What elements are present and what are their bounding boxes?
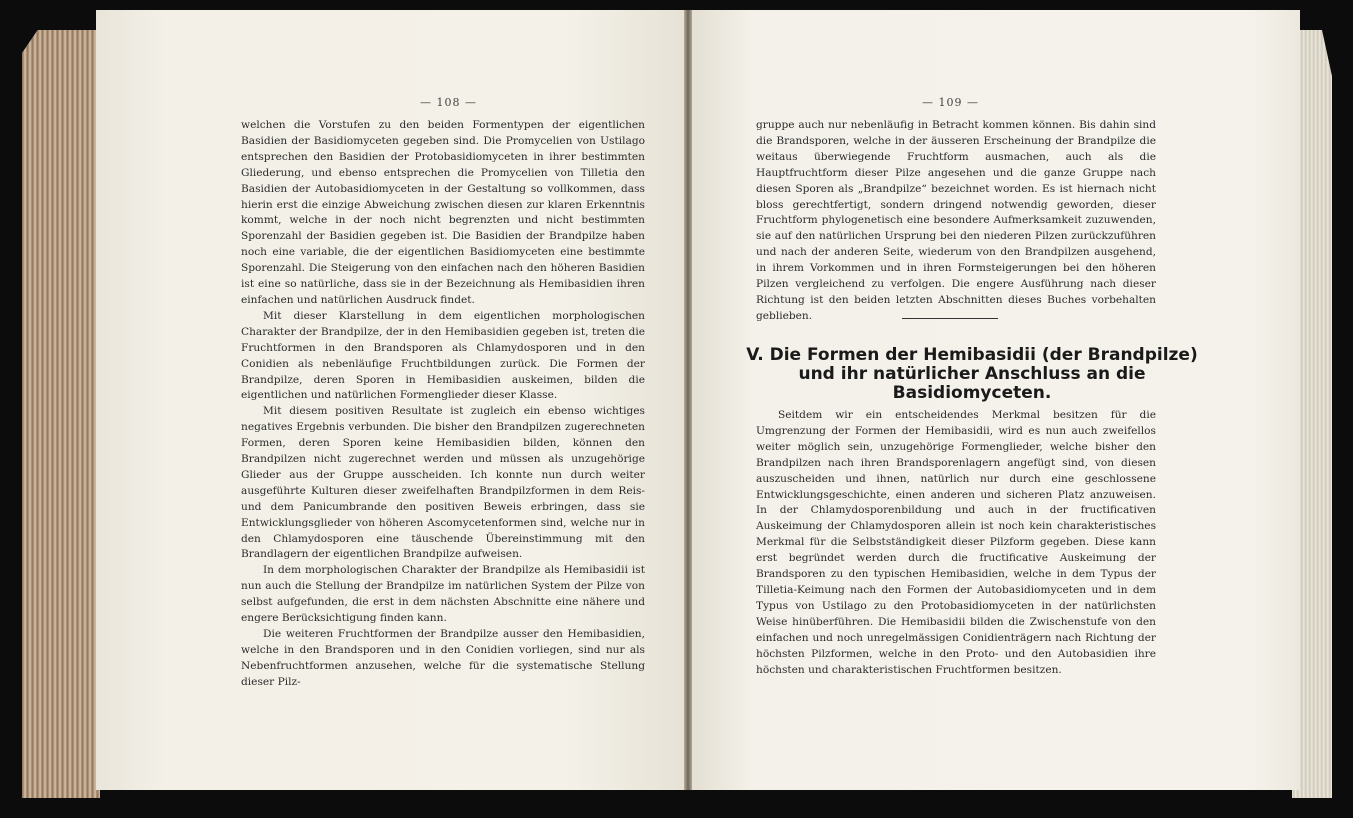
section-heading-line: und ihr natürlicher Anschluss an die <box>798 364 1146 384</box>
right-page <box>692 10 1300 790</box>
paragraph: In dem morphologischen Charakter der Brandpilze als Hemibasidii ist nun auch die Stellung der Brandpilze im natürlichen System der Pilze von selbst aufgefunden, die erst in dem nächsten Abschnitte eine nähere und engere Berücksichtigung finden kann. <box>241 564 645 625</box>
left-page-text <box>241 118 645 691</box>
section-divider <box>902 318 998 319</box>
book-page-edges-left <box>22 30 100 798</box>
page-number: — 109 — <box>922 96 979 109</box>
paragraph: Mit diesem positiven Resultate ist zugleich ein ebenso wichtiges negatives Ergebnis verbunden. Die bisher den Brandpilzen zugerechneten Formen, deren Sporen keine Hemibasidien bilden, können den Brandpilzen nicht zugerechnet werden und müssen als unzugehörige Glieder aus der Gruppe ausscheiden. Ich konnte nun durch weiter ausgeführte Kulturen dieser zweifelhaften Brandpilzformen in dem Reis- und dem Panicumbrande den positiven Beweis erbringen, dass sie Entwicklungsglieder von höheren Ascomycetenformen sind, welche nur in den Chlamydosporen eine täuschende Übereinstimmung mit den Brandlagern der eigentlichen Brandpilze aufweisen. <box>241 405 645 561</box>
paragraph: Die weiteren Fruchtformen der Brandpilze ausser den Hemibasidien, welche in den Brandsporen und in den Conidien vorliegen, sind nur als Nebenfruchtformen anzusehen, welche für die systematische Stellung dieser Pilz- <box>241 628 645 688</box>
paragraph: Mit dieser Klarstellung in dem eigentlichen morphologischen Charakter der Brandpilze, der in den Hemibasidien gegeben ist, treten die Fruchtformen in den Brandsporen als Chlamydosporen und in den Conidien als nebenläufige Fruchtbildungen zurück. Die Formen der Brandpilze, deren Sporen in Hemibasidien auskeimen, bilden die eigentlichen und natürlichen Formenglieder dieser Klasse. <box>241 309 645 402</box>
paragraph: welchen die Vorstufen zu den beiden Formentypen der eigentlichen Basidien der Basidiomyceten gegeben sind. Die Promycelien von Ustilago entsprechen den Basidien der Protobasidiomyceten in ihrer bestimmten Gliederung, und ebenso entsprechen die Promycelien von Tilletia den Basidien der Autobasidiomyceten in der Gestaltung so vollkommen, dass hierin erst die einzige Abweichung zwischen diesen zur klaren Erkenntnis kommt, welche in der noch nicht begrenzten und nicht bestimmten Sporenzahl der Basidien gegeben ist. Die Basidien der Brandpilze haben noch eine variable, die der eigentlichen Basidiomyceten eine bestimmte Sporenzahl. Die Steigerung von den einfachen nach den höheren Basidien ist eine so natürliche, dass sie in der Bezeichnung als Hemibasidien ihren einfachen und natürlichen Ausdruck findet. <box>241 119 645 306</box>
book-gutter <box>684 10 692 790</box>
section-heading-line: V. Die Formen der Hemibasidii (der Brandpilze) <box>746 345 1198 365</box>
section-heading-line: Basidiomyceten. <box>892 383 1052 403</box>
section-paragraph: Seitdem wir ein entscheidendes Merkmal besitzen für die Umgrenzung der Formen der Hemibasidii, wird es nun auch zweifellos weiter möglich sein, unzugehörige Formenglieder, welche bisher den Brandpilzen nach ihren Brandsporenlagern angefügt sind, von diesen auszuscheiden und ihnen, natürlich nur durch eine geschlossene Entwicklungsgeschichte, einen anderen und sicheren Platz anzuweisen. In der Chlamydosporenbildung und auch in der fructificativen Auskeimung der Chlamydosporen allein ist noch kein charakteristisches Merkmal für die Selbstständigkeit dieser Pilzform gegeben. Diese kann erst begründet werden durch die fructificative Auskeimung der Brandsporen zu den typischen Hemibasidien, welche in dem Typus der Tilletia-Keimung nach den Formen der Autobasidiomyceten und in dem Typus von Ustilago zu den Protobasidiomyceten in der natürlichsten Weise hinüberführen. Die Hemibasidii bilden die Zwischenstufe von den einfachen und noch unregelmässigen Conidienträgern nach Richtung der höchsten Pilzformen, welche in den Proto- und den Autobasidien ihre höchsten und charakteristischen Fruchtformen besitzen. <box>756 409 1156 676</box>
section-heading <box>732 346 1212 403</box>
left-page <box>96 10 684 790</box>
page-number: — 108 — <box>420 96 477 109</box>
right-page-intro: gruppe auch nur nebenläufig in Betracht kommen können. Bis dahin sind die Brandsporen, welche in der äusseren Erscheinung der Brandpilze die weitaus überwiegende Fruchtform ausmachen, auch als die Hauptfruchtform dieser Pilze angesehen und die ganze Gruppe nach diesen Sporen als „Brandpilze“ bezeichnet worden. Es ist hiernach nicht bloss gerechtfertigt, sondern dringend notwendig geworden, dieser Fruchtform phylogenetisch eine besondere Aufmerksamkeit zuzuwenden, sie auf den natürlichen Ursprung bei den niederen Pilzen zurückzuführen und nach der anderen Seite, wiederum von den Brandpilzen ausgehend, in ihrem Vorkommen und in ihren Formsteigerungen bei den höheren Pilzen vergleichend zu verfolgen. Die engere Ausführung nach dieser Richtung ist den beiden letzten Abschnitten dieses Buches vorbehalten geblieben. <box>756 119 1156 322</box>
